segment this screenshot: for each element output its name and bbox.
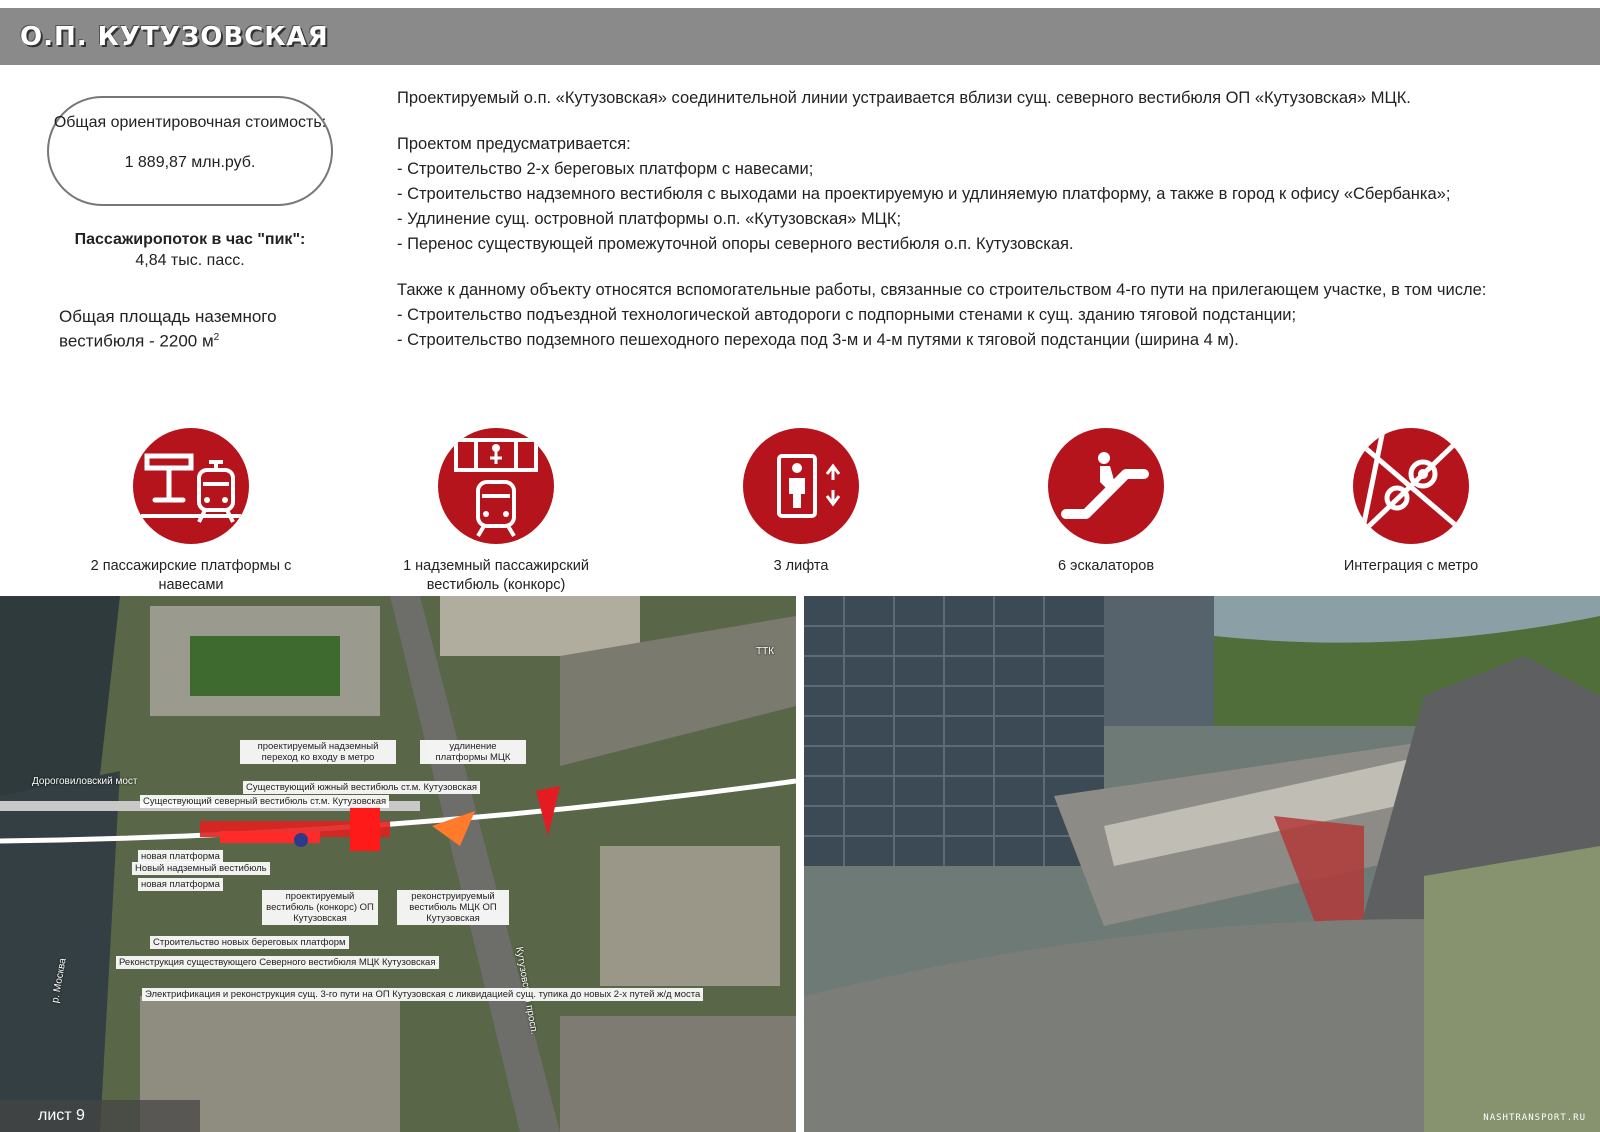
- provides-item: - Строительство 2-х береговых платформ с навесами;: [397, 160, 814, 178]
- annotation-concourse: проектируемый вестибюль (конкорс) ОП Кутузовская: [262, 890, 378, 925]
- vestibule-area-text: Общая площадь наземного вестибюля - 2200 м: [59, 307, 277, 351]
- header-bar: [0, 8, 1600, 65]
- aerial-graphics: [804, 596, 1600, 1132]
- provides-item: - Удлинение сущ. островной платформы о.п. «Кутузовская» МЦК;: [397, 210, 902, 228]
- feature-metro: [1281, 428, 1541, 576]
- annotation-new-platform: новая платформа: [138, 878, 223, 891]
- annotation-reconstruction: Реконструкция существующего Северного вестибюля МЦК Кутузовская: [116, 956, 439, 969]
- aerial-photo: [804, 596, 1600, 1132]
- map-label-bridge: Дороговиловский мост: [32, 776, 138, 787]
- satellite-map: [0, 596, 796, 1132]
- aux-heading: Также к данному объекту относятся вспомогательные работы, связанные со строительством 4-го пути на прилегающем участке, в том числе:: [397, 281, 1487, 299]
- aux-item: - Строительство подъездной технологической автодороги с подпорными стенами к сущ. зданию тяговой подстанции;: [397, 306, 1297, 324]
- vestibule-area: [59, 306, 339, 352]
- metro-integration-icon: [1353, 428, 1469, 544]
- cost-label: Общая ориентировочная стоимость:: [53, 114, 327, 131]
- annotation-coastal-platforms: Строительство новых береговых платформ: [150, 936, 349, 949]
- passenger-flow-label: Пассажиропоток в час "пик":: [74, 231, 306, 248]
- cost-badge: [47, 96, 333, 206]
- annotation-extension: удлинение платформы МЦК: [420, 740, 526, 764]
- cost-value: 1 889,87 млн.руб.: [124, 154, 256, 171]
- area-unit-superscript: 2: [213, 332, 220, 343]
- provides-item: - Строительство надземного вестибюля с выходами на проектируемую и удлиняемую платформу, а также в город к офису «Сбербанка»;: [397, 185, 1451, 203]
- annotation-electrification: Электрификация и реконструкция сущ. 3-го пути на ОП Кутузовская с ликвидацией сущ. тупика до новых 2-х путей ж/д моста: [142, 988, 703, 1001]
- sheet-number: лист 9: [0, 1100, 200, 1132]
- project-description: [397, 86, 1567, 353]
- feature-escalators: [976, 428, 1236, 576]
- provides-item: - Перенос существующей промежуточной опоры северного вестибюля о.п. Кутузовская.: [397, 235, 1074, 253]
- feature-label: 2 пассажирские платформы с навесами: [90, 558, 292, 593]
- concourse-train-icon: [438, 428, 554, 544]
- elevator-icon: [743, 428, 859, 544]
- feature-label: 1 надземный пассажирский вестибюль (конкорс): [403, 558, 589, 593]
- page-title: О.П. КУТУЗОВСКАЯ: [20, 22, 329, 52]
- map-label-ttk: ТТК: [756, 646, 775, 657]
- provides-heading: Проектом предусматривается:: [397, 135, 631, 153]
- annotation-reconstructed: реконструируемый вестибюль МЦК ОП Кутузовская: [397, 890, 509, 925]
- feature-platforms: [61, 428, 321, 595]
- annotation-underpass: проектируемый надземный переход ко входу в метро: [240, 740, 396, 764]
- annotation-north-vestibule: Существующий северный вестибюль ст.м. Кутузовская: [140, 795, 389, 808]
- map-label-river: р. Москва: [50, 957, 69, 1004]
- feature-label: 3 лифта: [773, 558, 829, 574]
- aux-item: - Строительство подземного пешеходного перехода под 3-м и 4-м путями к тяговой подстанции (ширина 4 м).: [397, 331, 1239, 349]
- passenger-flow-value: 4,84 тыс. пасс.: [135, 252, 245, 269]
- feature-concourse: [366, 428, 626, 595]
- feature-icons-row: [0, 428, 1600, 593]
- annotation-south-vestibule: Существующий южный вестибюль ст.м. Кутузовская: [243, 781, 480, 794]
- annotation-new-platform: новая платформа: [138, 850, 223, 863]
- map-graphics: [0, 596, 796, 1132]
- escalator-icon: [1048, 428, 1164, 544]
- feature-label: Интеграция с метро: [1343, 558, 1479, 574]
- feature-label: 6 эскалаторов: [1057, 558, 1155, 574]
- description-intro: Проектируемый о.п. «Кутузовская» соединительной линии устраивается вблизи сущ. северного вестибюля ОП «Кутузовская» МЦК.: [397, 89, 1411, 107]
- platform-train-icon: [133, 428, 249, 544]
- passenger-flow: [40, 229, 340, 271]
- watermark: NASHTRANSPORT.RU: [1483, 1113, 1586, 1123]
- feature-elevators: [671, 428, 931, 576]
- annotation-new-vestibule: Новый надземный вестибюль: [132, 862, 270, 875]
